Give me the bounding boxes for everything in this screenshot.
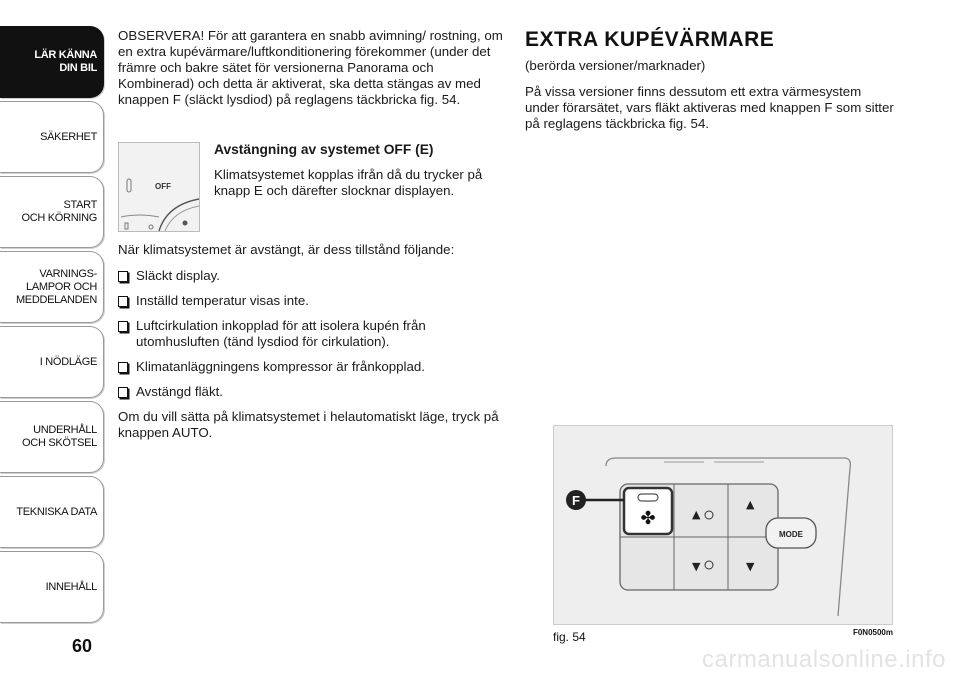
off-heading: Avstängning av systemet OFF (E) [214, 142, 434, 157]
tab-sakerhet[interactable]: SÄKERHET [0, 101, 104, 173]
tab-underhall[interactable]: UNDERHÅLL OCH SKÖTSEL [0, 401, 104, 473]
list-item: Inställd temperatur visas inte. [118, 293, 503, 309]
figure-code: F0N0500m [852, 628, 893, 637]
tab-start-och-korning[interactable]: START OCH KÖRNING [0, 176, 104, 248]
list-item: Luftcirkulation inkopplad för att isolera kupén från utomhusluften (tänd lysdiod för cirkulation). [118, 318, 503, 350]
list-item: Släckt display. [118, 268, 503, 284]
tab-lar-kanna-din-bil[interactable]: LÄR KÄNNA DIN BIL [0, 26, 104, 98]
caption-label: fig. 54 [553, 630, 586, 644]
warning-paragraph: OBSERVERA! För att garantera en snabb avimning/ rostning, om en extra kupévärmare/luftkonditionering förekommer (under det främre och bakre sätet för versionerna Panorama och Kombinerad) och detta är aktiverat, ska detta stängas av med knappen F (släckt lysdiod) på reglagens täckbricka fig. 54. [118, 28, 503, 107]
svg-text:✤: ✤ [640, 508, 656, 529]
svg-text:▼: ▼ [746, 560, 755, 573]
checkbox-bullet-icon [118, 296, 128, 307]
section-heading: EXTRA KUPÉVÄRMARE [525, 28, 775, 51]
tab-tekniska-data[interactable]: TEKNISKA DATA [0, 476, 104, 548]
tab-varningslampor[interactable]: VARNINGS- LAMPOR OCH MEDDELANDEN [0, 251, 104, 323]
svg-text:▲: ▲ [692, 508, 701, 521]
state-intro: När klimatsystemet är avstängt, är dess tillstånd följande: [118, 242, 455, 257]
watermark: carmanualsonline.info [702, 646, 946, 673]
control-panel-figure [553, 425, 893, 625]
checkbox-bullet-icon [118, 271, 128, 282]
chapter-tabs [0, 26, 104, 626]
page-number: 60 [72, 636, 93, 656]
callout-f: F [572, 493, 580, 508]
svg-text:▼: ▼ [692, 560, 701, 573]
off-button-thumbnail [118, 142, 200, 232]
section-text: På vissa versioner finns dessutom ett extra värmesystem under förarsätet, vars fläkt aktiveras med knappen F som sitter på reglagens täckbricka fig. 54. [525, 84, 894, 131]
off-text: Klimatsystemet kopplas ifrån då du trycker på knapp E och därefter slocknar displayen. [214, 167, 483, 198]
section-subheading: (berörda versioner/marknader) [525, 58, 706, 73]
auto-paragraph: Om du vill sätta på klimatsystemet i helautomatiskt läge, tryck på knappen AUTO. [118, 409, 499, 440]
list-item: Avstängd fläkt. [118, 384, 503, 400]
mode-label: MODE [779, 530, 803, 539]
checkbox-bullet-icon [118, 321, 128, 332]
figure-caption [553, 630, 893, 644]
checkbox-bullet-icon [118, 387, 128, 398]
tab-innehall[interactable]: INNEHÅLL [0, 551, 104, 623]
left-column [118, 28, 503, 451]
state-list [118, 268, 503, 400]
list-item: Klimatanläggningens kompressor är frånkopplad. [118, 359, 503, 375]
off-section [118, 142, 503, 232]
off-label: OFF [155, 182, 171, 191]
checkbox-bullet-icon [118, 362, 128, 373]
right-column [525, 28, 895, 142]
svg-text:▲: ▲ [746, 498, 755, 511]
tab-i-nodlage[interactable]: I NÖDLÄGE [0, 326, 104, 398]
